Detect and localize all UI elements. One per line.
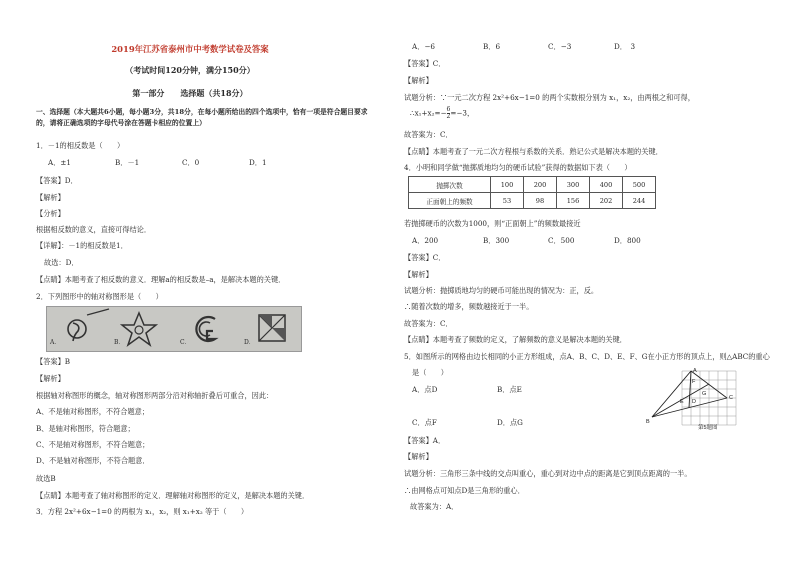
q3-conclusion: 故答案为：C．	[404, 130, 453, 139]
q2-item-c: C、不是轴对称图形，不符合题意；	[36, 440, 150, 449]
q3-option-c: C．−3	[548, 42, 572, 51]
q1-conclusion: 故选：D．	[44, 258, 79, 267]
section-intro-line1: 一、选择题（本大题共6小题，每小题3分，共18分，在每小题所给出的四个选项中，恰有一项是符合题目要求	[36, 108, 368, 116]
q2-label-c: C．	[180, 339, 191, 346]
q4-followup: 若抛掷硬币的次数为1000，则“正面朝上”的频数最接近	[404, 219, 581, 228]
q5-grid-figure	[640, 365, 746, 431]
table-cell: 202	[590, 193, 623, 209]
q3-option-d: D． 3	[614, 42, 636, 51]
q1-option-b: B．－1	[115, 158, 140, 167]
q1-detail: 【详解】：－1的相反数是1．	[36, 241, 128, 250]
q2-label-b: B．	[114, 339, 125, 346]
q2-figures-svg	[47, 307, 301, 351]
q5-answer: 【答案】A．	[404, 436, 446, 445]
q5-option-d: D．点G	[497, 418, 523, 427]
q5-analysis2: ∴由网格点可知点D是三角形的重心．	[404, 486, 525, 495]
q4-option-c: C．500	[548, 236, 575, 245]
q3-stem: 3．方程 2x²+6x−1=0 的两根为 x₁，x₂，则 x₁+x₂ 等于（ ）	[36, 507, 249, 516]
q2-item-a: A、不是轴对称图形，不符合题意；	[36, 407, 150, 416]
section-intro-line2: 的，请将正确选项的字母代号涂在答题卡相应的位置上）	[36, 119, 206, 127]
exam-subtitle: （考试时间120分钟，满分150分）	[125, 65, 255, 75]
q4-frequency-table	[408, 176, 656, 209]
q2-label-d: D．	[244, 339, 255, 346]
q3-jiexi: 【解析】	[404, 76, 433, 85]
q3-analysis: 试题分析：∵一元二次方程 2x²+6x−1=0 的两个实数根分别为 x₁，x₂，由两根之和可得，	[404, 93, 695, 102]
table-cell: 100	[491, 177, 524, 193]
q5-jiexi: 【解析】	[404, 452, 433, 461]
q2-item-d: D、不是轴对称图形，不符合题意．	[36, 456, 150, 465]
q3-option-b: B．6	[483, 42, 501, 51]
q1-jiexi: 【解析】	[36, 193, 65, 202]
table-cell: 正面朝上的频数	[409, 193, 491, 209]
q2-dianjing: 【点睛】本题考查了轴对称图形的定义．理解轴对称图形的定义，是解决本题的关键．	[36, 491, 310, 500]
q2-item-b: B、是轴对称图形，符合题意；	[36, 424, 135, 433]
q3-dianjing: 【点睛】本题考查了一元二次方程根与系数的关系．熟记公式是解决本题的关键．	[404, 147, 663, 156]
q3-frac-num: 6	[446, 106, 451, 113]
figure-b	[122, 313, 156, 345]
q2-answer: 【答案】B	[36, 357, 71, 366]
q4-analysis1: 试题分析：抛掷质地均匀的硬币可能出现的情况为：正，反。	[404, 286, 599, 295]
point-label-a: A	[693, 368, 697, 374]
q3-formula-left: ∴x₁+x₂=−	[410, 108, 447, 118]
q5-grid-lines	[682, 371, 736, 425]
q4-answer: 【答案】C．	[404, 253, 446, 262]
table-cell: 244	[623, 193, 656, 209]
table-cell: 53	[491, 193, 524, 209]
q5-option-a: A．点D	[412, 385, 438, 394]
q2-stem: 2．下列图形中的轴对称图形是（ ）	[36, 292, 163, 301]
q4-analysis2: ∴随着次数的增多，频数越接近于一半。	[404, 302, 534, 311]
part-heading: 第一部分 选择题（共18分）	[132, 88, 248, 98]
q2-label-a: A．	[50, 339, 61, 346]
q1-option-d: D．1	[249, 158, 267, 167]
q5-figure-caption: 第5题图	[698, 425, 718, 431]
table-cell: 500	[623, 177, 656, 193]
q1-option-c: C．0	[182, 158, 200, 167]
q5-option-b: B．点E	[497, 385, 522, 394]
q3-frac-den: 2	[446, 113, 451, 120]
q3-formula	[410, 107, 474, 120]
q2-figures-photo	[46, 306, 302, 352]
q4-option-d: D．800	[614, 236, 641, 245]
q5-triangle	[652, 371, 727, 417]
table-cell: 400	[590, 177, 623, 193]
q5-analysis1: 试题分析：三角形三条中线的交点叫重心，重心到对边中点的距离是它到顶点距离的一半。	[404, 469, 692, 478]
point-label-e: E	[680, 399, 684, 405]
q1-dianjing: 【点睛】本题考查了相反数的意义．理解a的相反数是–a，是解决本题的关键．	[36, 275, 286, 284]
q3-answer: 【答案】C．	[404, 59, 446, 68]
table-row	[409, 193, 656, 209]
q1-stem: 1．－1的相反数是（ ）	[36, 141, 125, 150]
q1-fenxi-text: 根据相反数的意义，直接可得结论．	[36, 225, 152, 234]
q5-stem: 5．如图所示的网格由边长相同的小正方形组成，点A、B、C、D、E、F、G在小正方形的顶点上，则△ABC的重心	[404, 352, 770, 361]
q2-jiexi: 【解析】	[36, 374, 65, 383]
q2-analysis: 根据轴对称图形的概念，轴对称图形两部分沿对称轴折叠后可重合，因此：	[36, 391, 274, 400]
q5-conclusion: 故答案为：A．	[410, 502, 459, 511]
figure-d	[259, 315, 285, 341]
q3-formula-right: =−3，	[450, 108, 475, 118]
point-label-g: G	[702, 391, 707, 397]
table-row	[409, 177, 656, 193]
q1-option-a: A．±1	[48, 158, 71, 167]
q4-conclusion: 故答案为：C．	[404, 319, 453, 328]
point-label-d: D	[692, 399, 696, 405]
figure-a	[68, 309, 109, 341]
q5-stem2: 是（ ）	[412, 368, 448, 377]
table-cell: 300	[557, 177, 590, 193]
document-title: 2019年江苏省泰州市中考数学试卷及答案	[111, 44, 269, 54]
q4-stem: 4．小明和同学做“抛掷质地均匀的硬币试验”获得的数据如下表（ ）	[404, 163, 632, 172]
q4-dianjing: 【点睛】本题考查了频数的定义，了解频数的意义是解决本题的关键．	[404, 335, 627, 344]
q4-option-b: B．300	[483, 236, 510, 245]
table-cell: 98	[524, 193, 557, 209]
table-cell: 抛掷次数	[409, 177, 491, 193]
q3-option-a: A．−6	[412, 42, 435, 51]
q1-fenxi: 【分析】	[36, 209, 65, 218]
q4-jiexi: 【解析】	[404, 270, 433, 279]
figure-c	[196, 317, 215, 341]
q4-option-a: A．200	[412, 236, 439, 245]
table-cell: 156	[557, 193, 590, 209]
q2-conclusion: 故选B	[36, 474, 56, 483]
point-label-b: B	[646, 419, 650, 425]
point-label-c: C	[729, 395, 733, 401]
table-cell: 200	[524, 177, 557, 193]
q1-answer: 【答案】D．	[36, 176, 78, 185]
q5-option-c: C．点F	[412, 418, 437, 427]
point-label-f: F	[692, 379, 696, 385]
